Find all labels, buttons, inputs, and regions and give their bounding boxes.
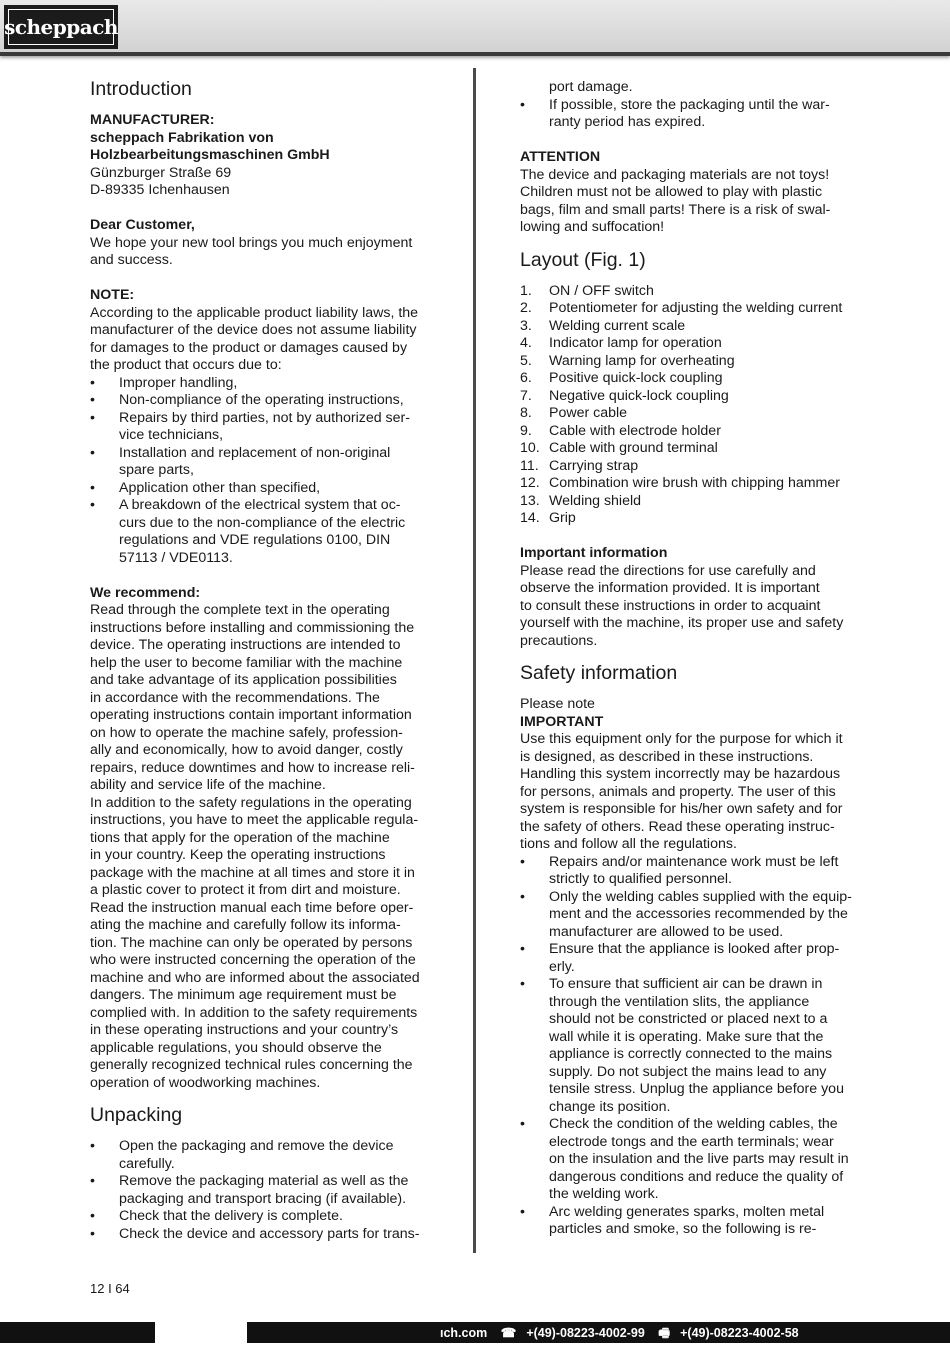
list-item: • Check the device and accessory parts for trans- xyxy=(90,1225,420,1242)
safety-list xyxy=(520,854,870,1239)
list-item: • Arc welding generates sparks, molten metal particles and smoke, so the following is re- xyxy=(520,1203,825,1237)
layout-item: 12. Combination wire brush with chipping hammer xyxy=(520,475,840,491)
important-label: IMPORTANT xyxy=(520,713,604,730)
manufacturer-label: MANUFACTURER: xyxy=(90,112,215,128)
continued-list xyxy=(520,97,870,132)
footer-website: ıch.com xyxy=(440,1326,488,1340)
layout-item: 5. Warning lamp for overheating xyxy=(520,352,735,369)
unpacking-list xyxy=(90,1138,440,1243)
column-divider xyxy=(473,68,476,1253)
layout-item: 6. Positive quick-lock coupling xyxy=(520,370,723,386)
layout-item: 9. Cable with electrode holder xyxy=(520,422,721,439)
right-column xyxy=(520,79,870,1239)
list-item: • Repairs and/or maintenance work must be left strictly to qualified personnel. xyxy=(520,853,839,887)
attention-text: The device and packaging materials are not toys! Children must not be allowed to play with plastic bags, film and small parts! There is a risk of swal- lowing and suffocation! xyxy=(520,166,831,235)
layout-item: 7. Negative quick-lock coupling xyxy=(520,387,729,404)
safety-text: Use this equipment only for the purpose for which it is designed, as described in these instructions. Handling this system incorrectly may be hazardous for persons, animals and property. The user of this system is responsible for his/her own safety and for the safety of others. Read these operating instruc- tions and follow all the regulations. xyxy=(520,731,843,852)
list-item: • Remove the packaging material as well as the packaging and transport bracing (if available). xyxy=(90,1173,409,1207)
list-item: • Check the condition of the welding cables, the electrode tongs and the earth terminals; wear on the insulation and the live parts may result in dangerous conditions and reduce the quality of the welding work. xyxy=(520,1116,849,1202)
page-header xyxy=(0,0,950,56)
layout-list xyxy=(520,283,870,528)
layout-item: 1. ON / OFF switch xyxy=(520,282,654,299)
layout-item: 4. Indicator lamp for operation xyxy=(520,335,722,351)
attention-label: ATTENTION xyxy=(520,149,601,165)
left-column xyxy=(90,78,440,1243)
list-item: • A breakdown of the electrical system that oc- curs due to the non-compliance of the electric regulations and VDE regulations 0100, DIN 57113 / VDE0113. xyxy=(90,497,406,566)
manufacturer-address: Günzburger Straße 69 D-89335 Ichenhausen xyxy=(90,164,232,198)
layout-item: 2. Potentiometer for adjusting the welding current xyxy=(520,300,843,316)
layout-item: 13. Welding shield xyxy=(520,492,642,509)
dear-customer-label: Dear Customer, xyxy=(90,217,195,233)
manufacturer-name: scheppach Fabrikation von Holzbearbeitungsmaschinen GmbH xyxy=(90,129,330,163)
footer-phone: +(49)-08223-4002-99 xyxy=(526,1326,645,1340)
list-item: • Application other than specified, xyxy=(90,479,321,496)
layout-item: 8. Power cable xyxy=(520,405,628,421)
note-list xyxy=(90,375,440,568)
fax-icon: 🖷 xyxy=(658,1326,671,1340)
list-item: • Only the welding cables supplied with the equip- ment and the accessories recommended by the manufacturer are allowed to be used. xyxy=(520,888,852,940)
list-item: • Open the packaging and remove the device carefully. xyxy=(90,1138,394,1172)
introduction-heading: Introduction xyxy=(90,78,192,100)
list-item: • Installation and replacement of non-original spare parts, xyxy=(90,444,391,478)
important-info-text: Please read the directions for use carefully and observe the information provided. It is important to consult these instructions in order to acquaint yourself with the machine, its proper use and safety precautions. xyxy=(520,562,844,649)
dear-customer-text: We hope your new tool brings you much enjoyment and success. xyxy=(90,234,413,268)
list-item: • Check that the delivery is complete. xyxy=(90,1208,343,1224)
logo-text: scheppach xyxy=(8,9,114,45)
list-item: • Repairs by third parties, not by authorized ser- vice technicians, xyxy=(90,409,410,443)
scheppach-logo xyxy=(4,5,118,49)
note-text: According to the applicable product liability laws, the manufacturer of the device does not assume liability for damages to the product or damages caused by the product that occurs due to: xyxy=(90,304,419,373)
list-item: • To ensure that sufficient air can be drawn in through the ventilation slits, the appliance should not be constricted or placed next to a wall while it is operating. Make sure that the appliance is correctly connected to the mains supply. Do not subject the mains lead to any tensile stress. Unplug the appliance before you change its position. xyxy=(520,976,844,1115)
recommend-text: Read through the complete text in the operating instructions before installing and commissioning the device. The operating instructions are intended to help the user to become familiar with the machine and take advantage of its application possibilities in accordance with the recommendations. The operating instructions contain important information on how to operate the machine safely, profession- ally and economically, how to avoid danger, costly repairs, reduce downtimes and how to increase reli- ability and service life of the machine. In addition to the safety regulations in the operating instructions, you have to meet the applicable regula- tions that apply for the operation of the machine in your country. Keep the operating instructions package with the machine at all times and store it in a plastic cover to protect it from dirt and moisture. Read the instruction manual each time before oper- ating the machine and carefully follow its informa- tion. The machine can only be operated by persons who were instructed concerning the operation of the machine and who are informed about the associated dangers. The minimum age requirement must be complied with. In addition to the safety requirements in these operating instructions and your country’s applicable regulations, you should observe the generally recognized technical rules concerning the operation of woodworking machines. xyxy=(90,602,420,1091)
list-item: • If possible, store the packaging until the war- ranty period has expired. xyxy=(520,96,830,130)
layout-item: 11. Carrying strap xyxy=(520,457,639,474)
important-info-label: Important information xyxy=(520,545,668,561)
page-footer xyxy=(0,1322,950,1343)
phone-icon: ☎ xyxy=(500,1326,517,1340)
list-item: • Ensure that the appliance is looked after prop- erly. xyxy=(520,941,840,975)
list-item: • Improper handling, xyxy=(90,374,238,391)
list-item: • Non-compliance of the operating instructions, xyxy=(90,392,404,408)
layout-item: 10. Cable with ground terminal xyxy=(520,440,718,456)
note-label: NOTE: xyxy=(90,287,135,303)
please-note-text: Please note xyxy=(520,696,595,712)
layout-item: 14. Grip xyxy=(520,510,576,526)
layout-heading: Layout (Fig. 1) xyxy=(520,248,646,271)
safety-heading: Safety information xyxy=(520,662,678,684)
page-number: 12 I 64 xyxy=(90,1281,130,1296)
continued-text: port damage. xyxy=(549,79,633,95)
unpacking-heading: Unpacking xyxy=(90,1104,183,1126)
layout-item: 3. Welding current scale xyxy=(520,317,686,334)
footer-fax: +(49)-08223-4002-58 xyxy=(680,1326,799,1340)
recommend-label: We recommend: xyxy=(90,584,201,601)
